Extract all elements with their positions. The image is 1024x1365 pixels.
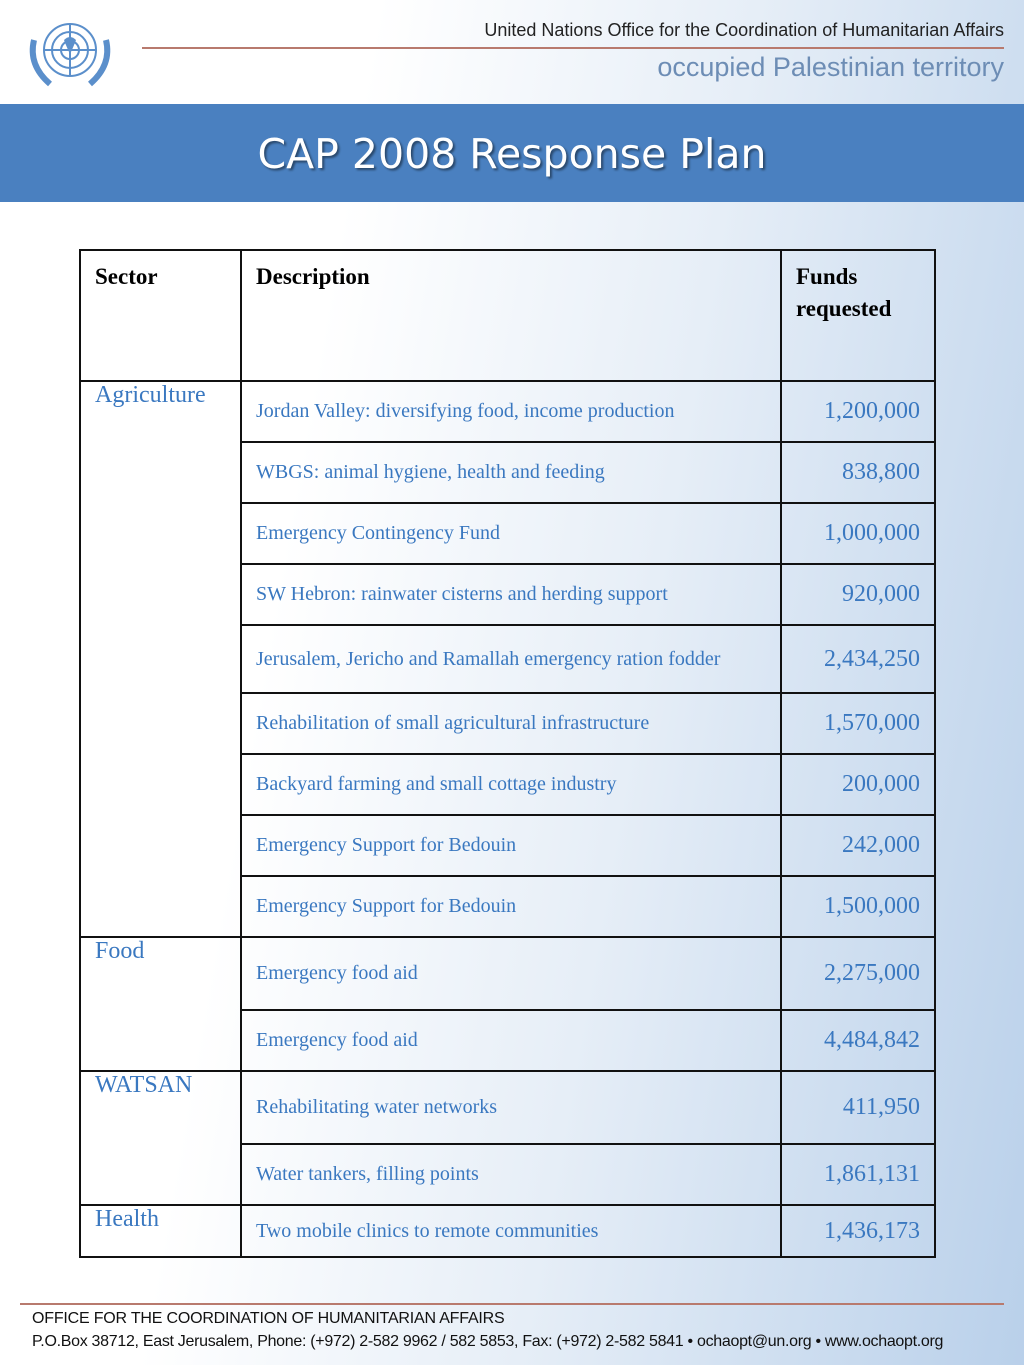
un-emblem-icon (20, 10, 120, 94)
funds-cell: 2,434,250 (781, 625, 935, 693)
funds-cell: 411,950 (781, 1071, 935, 1144)
table-row (80, 937, 935, 1010)
territory-name: occupied Palestinian territory (657, 52, 1004, 82)
organization-name: United Nations Office for the Coordination of Humanitarian Affairs (484, 20, 1004, 40)
funds-cell: 1,436,173 (781, 1205, 935, 1257)
funds-cell: 2,275,000 (781, 937, 935, 1010)
header-sector: Sector (80, 250, 241, 381)
title-band (0, 104, 1024, 202)
description-cell: Jerusalem, Jericho and Ramallah emergency ration fodder (241, 625, 781, 693)
description-cell: Emergency Support for Bedouin (241, 876, 781, 937)
funds-cell: 1,570,000 (781, 693, 935, 754)
funds-cell: 1,200,000 (781, 381, 935, 442)
description-cell: Water tankers, filling points (241, 1144, 781, 1205)
funds-cell: 242,000 (781, 815, 935, 876)
sector-cell: Agriculture (80, 381, 241, 937)
sector-cell: Food (80, 937, 241, 1071)
footer-rule (20, 1303, 1004, 1305)
funds-cell: 1,000,000 (781, 503, 935, 564)
header-funds: Funds requested (781, 250, 935, 381)
description-cell: Rehabilitation of small agricultural infrastructure (241, 693, 781, 754)
funds-cell: 1,500,000 (781, 876, 935, 937)
description-cell: WBGS: animal hygiene, health and feeding (241, 442, 781, 503)
footer-office: OFFICE FOR THE COORDINATION OF HUMANITARIAN AFFAIRS (32, 1310, 505, 1327)
table-row (80, 1071, 935, 1144)
header-description: Description (241, 250, 781, 381)
description-cell: Emergency food aid (241, 937, 781, 1010)
description-cell: Two mobile clinics to remote communities (241, 1205, 781, 1257)
description-cell: SW Hebron: rainwater cisterns and herding support (241, 564, 781, 625)
funds-cell: 4,484,842 (781, 1010, 935, 1071)
description-cell: Emergency Support for Bedouin (241, 815, 781, 876)
funds-cell: 838,800 (781, 442, 935, 503)
sector-cell: WATSAN (80, 1071, 241, 1205)
description-cell: Emergency food aid (241, 1010, 781, 1071)
description-cell: Jordan Valley: diversifying food, income production (241, 381, 781, 442)
description-cell: Emergency Contingency Fund (241, 503, 781, 564)
sector-cell: Health (80, 1205, 241, 1257)
funds-cell: 200,000 (781, 754, 935, 815)
footer-contact: P.O.Box 38712, East Jerusalem, Phone: (+972) 2-582 9962 / 582 5853, Fax: (+972) 2-582 5841 • ochaopt@un.org • www.ochaopt.org (32, 1333, 944, 1350)
table-header-row (80, 250, 935, 381)
response-plan-table (79, 249, 936, 1258)
description-cell: Backyard farming and small cottage industry (241, 754, 781, 815)
table-row (80, 381, 935, 442)
description-cell: Rehabilitating water networks (241, 1071, 781, 1144)
funds-cell: 1,861,131 (781, 1144, 935, 1205)
table-row (80, 1205, 935, 1257)
funds-cell: 920,000 (781, 564, 935, 625)
page-title: CAP 2008 Response Plan (257, 130, 767, 178)
header-rule (142, 47, 1004, 49)
